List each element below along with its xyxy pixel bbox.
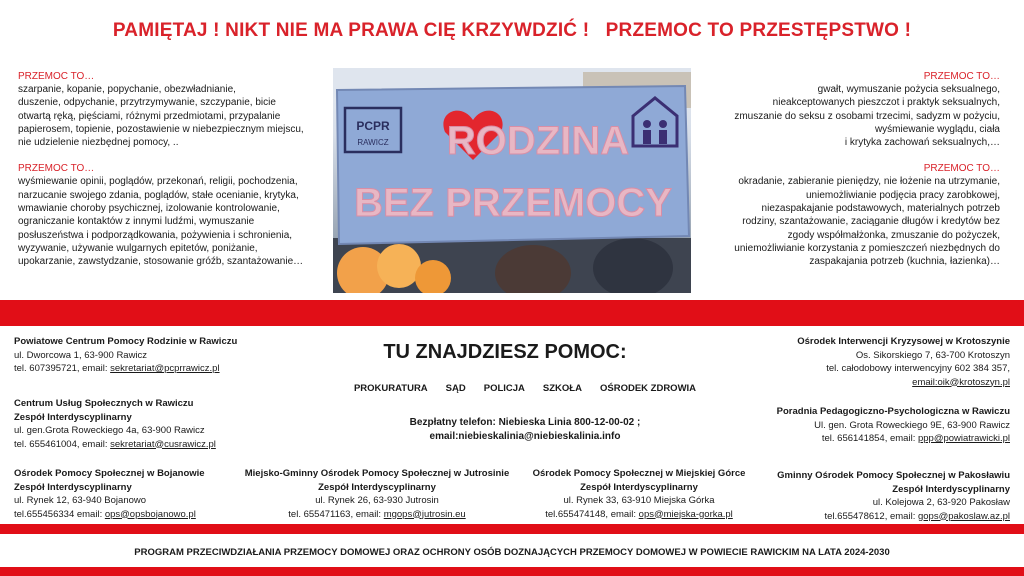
org-poradnia xyxy=(710,405,1010,446)
org-tel: tel. 656141854, email: xyxy=(821,433,918,444)
helpline xyxy=(330,416,720,444)
section-heading: PRZEMOC TO… xyxy=(18,163,95,175)
org-team: Zespół Interdyscyplinarny xyxy=(892,483,1010,495)
text-line: wyśmiewanie opinii, poglądów, przekonań, religii, pochodzenia, xyxy=(18,176,298,188)
org-address: ul. Rynek 33, 63-910 Miejska Górka xyxy=(563,495,715,506)
text-line: gwałt, wymuszanie pożycia seksualnego, xyxy=(817,84,1000,95)
org-email-link[interactable]: ppp@powiatrawicki.pl xyxy=(917,433,1010,444)
text-line: wmawianie choroby psychicznej, izolowanie kontrolowanie, xyxy=(18,203,280,215)
org-name: Miejsko-Gminny Ośrodek Pomocy Społecznej w Jutrosinie xyxy=(244,468,510,479)
text-line: upokarzanie, zawstydzanie, stosowanie gróźb, szantażowanie… xyxy=(18,256,304,268)
text-line: zmuszanie do seksu z osobami trzecimi, sadyzm w pożyciu, xyxy=(734,110,1000,122)
pcpr-logo-text: PCPR xyxy=(356,119,390,133)
institution-item: POLICJA xyxy=(483,383,525,394)
text-line: zgody współmałżonka, zmuszanie do pożyczek, xyxy=(787,229,1000,241)
banner-line-1: RODZINA xyxy=(446,119,630,163)
institution-item: SĄD xyxy=(445,383,466,394)
help-title: TU ZNAJDZIESZ POMOC: xyxy=(383,341,627,363)
pcpr-logo-subtext: RAWICZ xyxy=(357,138,389,147)
org-name: Poradnia Pedagogiczno-Psychologiczna w Rawiczu xyxy=(776,406,1010,417)
program-title: PROGRAM PRZECIWDZIAŁANIA PRZEMOCY DOMOWEJ ORAZ OCHRONY OSÓB DOZNAJĄCYCH PRZEMOCY DOMOWEJ W POWIECIE RAWICKIM NA LATA 2024-2030 xyxy=(134,547,890,558)
text-line: ograniczanie kontaktów z innymi ludźmi, wymuszanie xyxy=(18,216,255,228)
org-name: Gminny Ośrodek Pomocy Społecznej w Pakosławiu xyxy=(777,470,1010,481)
org-tel: tel. całodobowy interwencyjny 602 384 357, xyxy=(826,363,1010,374)
org-team: Zespół Interdyscyplinarny xyxy=(318,481,436,493)
org-name: Powiatowe Centrum Pomocy Rodzinie w Rawiczu xyxy=(14,336,238,347)
text-line: niezaspakajanie podstawowych, materialnych potrzeb xyxy=(761,203,1000,215)
org-bojanowo xyxy=(14,467,244,521)
org-tel: tel.655478612, email: xyxy=(824,510,916,522)
red-band-middle xyxy=(0,524,1024,534)
org-address: ul. Rynek 26, 63-930 Jutrosin xyxy=(315,495,439,506)
text-line: nie udzielenie niezbędnej pomocy, .. xyxy=(18,137,179,149)
banner-line-2: BEZ PRZEMOCY xyxy=(354,181,672,225)
red-band-top xyxy=(0,300,1024,326)
institution-item: SZKOŁA xyxy=(542,383,582,394)
institution-item: PROKURATURA xyxy=(353,383,428,394)
org-name: Ośrodek Pomocy Społecznej w Miejskiej Górce xyxy=(532,468,746,479)
text-line: uniemożliwianie podjęcia pracy zarobkowej, xyxy=(806,189,1000,201)
banner-photo xyxy=(333,68,691,293)
org-email-link[interactable]: email:oik@krotoszyn.pl xyxy=(912,376,1010,388)
org-team: Zespół Interdyscyplinarny xyxy=(14,411,132,423)
red-band-bottom xyxy=(0,567,1024,576)
institutions-list xyxy=(330,383,720,394)
org-tel: tel. 655461004, email: xyxy=(14,438,111,450)
banner-illustration xyxy=(333,68,691,293)
org-address: ul. Rynek 12, 63-940 Bojanowo xyxy=(14,495,147,506)
org-team: Zespół Interdyscyplinarny xyxy=(14,481,132,493)
org-email-link[interactable]: sekretariat@cusrawicz.pl xyxy=(110,438,216,450)
helpline-phone: Bezpłatny telefon: Niebieska Linia 800-12-00-02 ; xyxy=(409,417,641,428)
text-line: zaspakajania potrzeb (kuchnia, łazienka)… xyxy=(809,256,1000,268)
org-pakoslaw xyxy=(750,469,1010,523)
section-text xyxy=(18,83,333,149)
section-text xyxy=(18,175,333,268)
section-heading: PRZEMOC TO… xyxy=(923,163,1000,175)
org-cus xyxy=(14,397,314,451)
org-pcpr xyxy=(14,335,314,376)
org-tel: tel. 607395721, email: xyxy=(14,363,111,374)
org-email-link[interactable]: gops@pakoslaw.az.pl xyxy=(917,510,1010,522)
headline: PAMIĘTAJ ! NIKT NIE MA PRAWA CIĘ KRZYWDZIĆ ! PRZEMOC TO PRZESTĘPSTWO ! xyxy=(112,20,912,41)
text-line: duszenie, odpychanie, przytrzymywanie, szczypanie, bicie xyxy=(18,97,276,109)
text-line: posłuszeństwa i podporządkowania, pożywienia i schronienia, xyxy=(18,229,293,241)
left-column xyxy=(18,70,333,269)
org-oik xyxy=(710,335,1010,389)
org-team: Zespół Interdyscyplinarny xyxy=(580,481,698,493)
helpline-email[interactable]: email:niebieskalinia@niebieskalinia.info xyxy=(429,431,621,442)
text-line: i krytyka zachowań seksualnych,… xyxy=(844,137,1000,149)
org-tel: tel.655456334 email: xyxy=(14,508,105,520)
org-address: ul. gen.Grota Roweckiego 4a, 63-900 Rawicz xyxy=(14,425,205,436)
org-email-link[interactable]: sekretariat@pcprrawicz.pl xyxy=(110,363,220,374)
org-name: Ośrodek Pomocy Społecznej w Bojanowie xyxy=(14,468,205,479)
institution-item: OŚRODEK ZDROWIA xyxy=(599,383,697,394)
right-column xyxy=(691,70,1000,269)
org-miejska-gorka xyxy=(516,467,762,521)
org-name: Centrum Usług Społecznych w Rawiczu xyxy=(14,398,194,409)
text-line: narzucanie swojego zdania, poglądów, stałe ocenianie, krytyka, xyxy=(18,189,299,201)
org-address: Ul. gen. Grota Roweckiego 9E, 63-900 Rawicz xyxy=(814,419,1010,431)
section-heading: PRZEMOC TO… xyxy=(923,71,1000,82)
section-text xyxy=(691,175,1000,268)
org-address: ul. Kolejowa 2, 63-920 Pakosław xyxy=(872,497,1010,508)
text-line: papierosem, topienie, pozostawienie w niebezpiecznym miejscu, xyxy=(18,123,304,135)
org-name: Ośrodek Interwencji Kryzysowej w Krotoszynie xyxy=(797,336,1010,347)
text-line: rodziny, szantażowanie, zaciąganie długów i kredytów bez xyxy=(742,216,1000,228)
text-line: wyśmiewanie wyglądu, ciała xyxy=(874,123,1000,135)
text-line: uniemożliwianie korzystania z pomieszczeń niezbędnych do xyxy=(734,242,1000,254)
org-email-link[interactable]: mgops@jutrosin.eu xyxy=(383,508,466,520)
section-text xyxy=(691,83,1000,149)
org-email-link[interactable]: ops@miejska-gorka.pl xyxy=(638,508,733,520)
text-line: otwartą ręką, pięściami, różnymi przedmiotami, przypalanie xyxy=(18,110,281,122)
org-address: ul. Dworcowa 1, 63-900 Rawicz xyxy=(14,349,148,361)
org-jutrosin xyxy=(232,467,522,521)
text-line: nieakceptowanych pieszczot i praktyk seksualnych, xyxy=(772,97,1000,109)
text-line: wyzywanie, używanie wulgarnych epitetów, poniżanie, xyxy=(18,242,258,254)
org-email-link[interactable]: ops@opsbojanowo.pl xyxy=(104,508,196,520)
org-address: Os. Sikorskiego 7, 63-700 Krotoszyn xyxy=(855,349,1010,361)
section-heading: PRZEMOC TO… xyxy=(18,71,95,82)
org-tel: tel.655474148, email: xyxy=(545,508,639,520)
text-line: szarpanie, kopanie, popychanie, obezwładnianie, xyxy=(18,84,236,95)
org-tel: tel. 655471163, email: xyxy=(288,508,384,520)
text-line: okradanie, zabieranie pieniędzy, nie łożenie na utrzymanie, xyxy=(738,176,1000,188)
